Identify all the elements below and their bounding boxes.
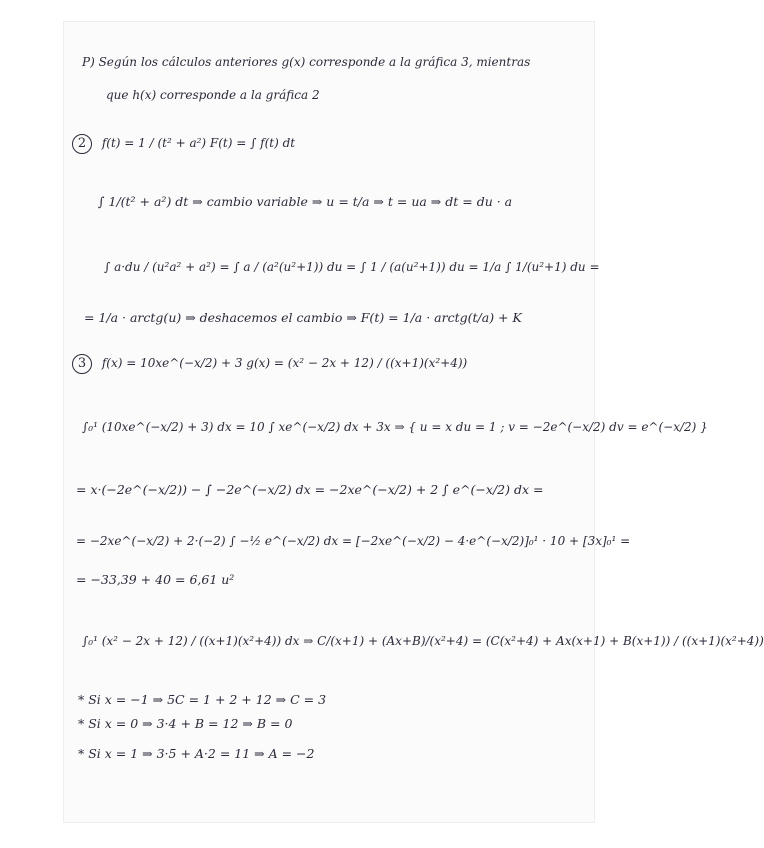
math-line xyxy=(76,572,606,587)
line-text: ∫ a·du / (u²a² + a²) = ∫ a / (a²(u²+1)) du = ∫ 1 / (a(u²+1)) du = 1/a ∫ 1/(u²+1) du = xyxy=(104,260,600,274)
line-text: f(x) = 10xe^(−x/2) + 3 g(x) = (x² − 2x + 12) / ((x+1)(x²+4)) xyxy=(101,356,468,370)
math-line xyxy=(78,692,608,707)
section-number: 3 xyxy=(72,354,92,374)
line-text: = 1/a · arctg(u) ⇒ deshacemos el cambio ⇒ F(t) = 1/a · arctg(t/a) + K xyxy=(84,310,522,325)
line-text: ∫₀¹ (10xe^(−x/2) + 3) dx = 10 ∫ xe^(−x/2) dx + 3x ⇒ { u = x du = 1 ; v = −2e^(−x/2) dv = e^(−x/2) } xyxy=(82,420,708,434)
section-heading xyxy=(72,354,602,374)
line-text: que h(x) corresponde a la gráfica 2 xyxy=(106,88,320,102)
line-text: * Si x = −1 ⇒ 5C = 1 + 2 + 12 ⇒ C = 3 xyxy=(78,692,327,707)
text-line xyxy=(106,88,586,102)
math-line xyxy=(78,716,608,731)
text-line xyxy=(82,55,587,69)
math-line xyxy=(98,194,628,209)
math-line xyxy=(82,634,764,648)
line-text: f(t) = 1 / (t² + a²) F(t) = ∫ f(t) dt xyxy=(101,136,296,150)
line-text: * Si x = 0 ⇒ 3·4 + B = 12 ⇒ B = 0 xyxy=(78,716,293,731)
scanned-page xyxy=(64,22,764,822)
math-line xyxy=(78,746,608,761)
line-text: * Si x = 1 ⇒ 3·5 + A·2 = 11 ⇒ A = −2 xyxy=(78,746,315,761)
line-text: = −33,39 + 40 = 6,61 u² xyxy=(76,572,235,587)
math-line xyxy=(84,310,614,325)
math-line xyxy=(82,420,708,434)
line-text: P) Según los cálculos anteriores g(x) corresponde a la gráfica 3, mientras xyxy=(82,55,531,69)
section-number: 2 xyxy=(72,134,92,154)
math-line xyxy=(76,534,631,548)
math-line xyxy=(104,260,600,274)
line-text: = x·(−2e^(−x/2)) − ∫ −2e^(−x/2) dx = −2xe^(−x/2) + 2 ∫ e^(−x/2) dx = xyxy=(76,482,544,497)
line-text: = −2xe^(−x/2) + 2·(−2) ∫ −½ e^(−x/2) dx = [−2xe^(−x/2) − 4·e^(−x/2)]₀¹ · 10 + [3x]₀¹ = xyxy=(76,534,631,548)
line-text: ∫ 1/(t² + a²) dt ⇒ cambio variable ⇒ u = t/a ⇒ t = ua ⇒ dt = du · a xyxy=(98,194,513,209)
line-text: ∫₀¹ (x² − 2x + 12) / ((x+1)(x²+4)) dx ⇒ C/(x+1) + (Ax+B)/(x²+4) = (C(x²+4) + Ax(x+1) + B(x+1)) / ((x+1)(x²+4)) xyxy=(82,634,764,648)
math-line xyxy=(76,482,606,497)
section-heading xyxy=(72,134,602,154)
